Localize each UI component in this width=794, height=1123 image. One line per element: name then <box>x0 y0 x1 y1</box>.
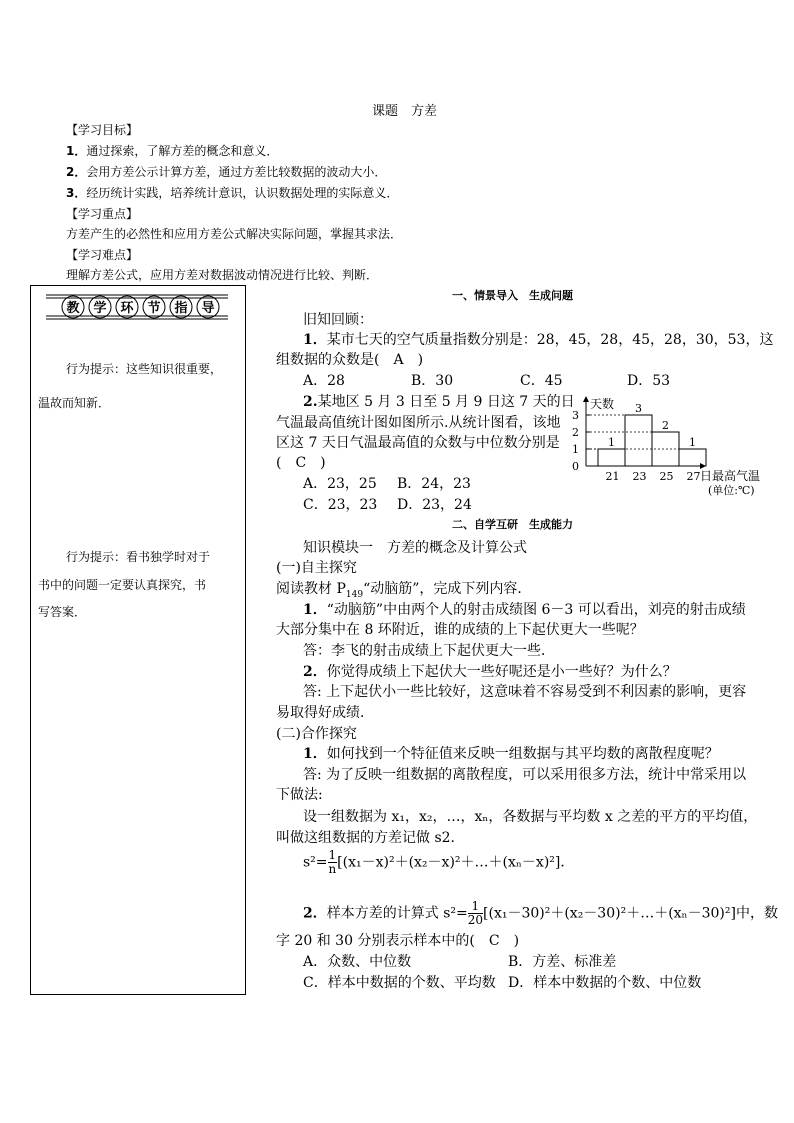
objectives-header: 【学习目标】 <box>66 123 139 137</box>
answer-option: A．23，25 <box>303 476 377 492</box>
question-text: 2．你觉得成绩上下起伏大一些好呢还是小一些好？为什么？ <box>303 664 677 680</box>
hint-text: 温故而知新． <box>38 396 111 410</box>
answer-option: C．45 <box>520 373 563 389</box>
answer-text: 易取得好成绩． <box>276 705 374 721</box>
banner-char: 学 <box>93 301 107 316</box>
question-text: 1．某市七天的空气质量指数分别是：28，45，28，45，28，30，53，这 <box>303 332 774 348</box>
banner-char: 节 <box>147 301 161 316</box>
answer-text: 设一组数据为 x₁，x₂，…，xₙ，各数据与平均数 x 之差的平方的平均值， <box>303 809 758 825</box>
hint-text: 书中的问题一定要认真探究，书 <box>38 578 207 592</box>
review-label: 旧知回顾： <box>303 312 373 328</box>
question-text: 2.某地区 5 月 3 日至 5 月 9 日这 7 天的日 <box>303 394 575 410</box>
part-label: (二)合作探究 <box>276 726 357 742</box>
answer-text: 答：李飞的射击成绩上下起伏更大一些． <box>303 643 555 659</box>
bar <box>625 415 652 466</box>
answer-option: D．样本中数据的个数、中位数 <box>508 975 702 991</box>
answer-option: A．28 <box>303 373 345 389</box>
answer-option: B．24，23 <box>397 476 471 492</box>
difficulties-header: 【学习难点】 <box>66 248 139 262</box>
answer-option: B．30 <box>411 373 454 389</box>
x-tick-label: 25 <box>659 470 674 483</box>
section-heading: 二、自学互研 生成能力 <box>452 518 573 531</box>
reading-instruction: 阅读教材 $P_{149}“$动脑筋”，完成下列内容． <box>276 581 532 600</box>
guide-sidebar <box>30 285 246 995</box>
hint-text: 行为提示：这些知识很重要， <box>66 362 223 376</box>
objective-item: 3．经历统计实践，培养统计意识，认识数据处理的实际意义． <box>66 186 399 200</box>
answer-option: D．53 <box>627 373 671 389</box>
objective-item: 2．会用方差公示计算方差，通过方差比较数据的波动大小． <box>66 165 387 179</box>
y-axis-label: 天数 <box>590 397 615 411</box>
key-points-header: 【学习重点】 <box>66 207 139 221</box>
y-tick-label: 2 <box>572 426 579 439</box>
difficulties-text: 理解方差公式，应用方差对数据波动情况进行比较、判断． <box>66 268 379 282</box>
question-text: 区这 7 天日气温最高值的众数与中位数分别是 <box>276 435 560 451</box>
answer-option: D．23，24 <box>397 497 472 513</box>
variance-formula: s²= $\frac{1}{n}$ [(x₁－x)²＋(x₂－x)²＋…＋(xₙ－x)²]． <box>303 848 575 876</box>
hint-text: 行为提示：看书独学时对于 <box>66 550 211 564</box>
y-tick-label: 3 <box>572 409 579 422</box>
section-heading: 一、情景导入 生成问题 <box>452 289 573 302</box>
x-axis-unit: (单位:℃) <box>708 484 755 496</box>
y-tick-label: 1 <box>572 443 579 456</box>
key-points-text: 方差产生的必然性和应用方差公式解决实际问题，掌握其求法． <box>66 227 403 241</box>
question-text: 1．如何找到一个特征值来反映一组数据与其平均数的离散程度呢？ <box>303 746 719 762</box>
bar-value-label: 2 <box>662 419 669 432</box>
x-axis-label: 日最高气温 <box>700 469 761 483</box>
banner-char: 环 <box>120 301 134 316</box>
question-text: 组数据的众数是( A ) <box>276 352 424 368</box>
answer-text: 答: 为了反映一组数据的离散程度，可以采用很多方法，统计中常采用以 <box>303 767 747 783</box>
answer-option: B．方差、标准差 <box>508 954 617 970</box>
answer-option: A．众数、中位数 <box>303 954 412 970</box>
x-tick-label: 27 <box>686 470 701 483</box>
bar-value-label: 3 <box>635 402 642 415</box>
banner-char: 指 <box>174 301 188 316</box>
module-title: 知识模块一 方差的概念及计算公式 <box>303 540 527 556</box>
question-text: 1．“动脑筋”中由两个人的射击成绩图 6－3 可以看出，刘亮的射击成绩 <box>303 602 746 618</box>
bar <box>598 449 625 466</box>
objective-item: 1．通过探索，了解方差的概念和意义． <box>66 144 279 158</box>
bar-value-label: 1 <box>689 436 696 449</box>
question-text: 大部分集中在 8 环附近，谁的成绩的上下起伏更大一些呢？ <box>276 622 644 638</box>
question-text: ( C ) <box>276 455 326 471</box>
question-text: 气温最高值统计图如图所示.从统计图看，该地 <box>276 415 561 431</box>
answer-text: 叫做这组数据的方差记做 s2. <box>276 830 455 846</box>
guide-banner <box>42 293 232 321</box>
bar-value-label: 1 <box>608 436 615 449</box>
answer-option: C．样本中数据的个数、平均数 <box>303 975 496 991</box>
x-tick-label: 23 <box>632 470 647 483</box>
banner-char: 教 <box>66 301 80 316</box>
page-title: 课题 方差 <box>372 104 438 119</box>
hint-text: 写答案． <box>38 605 87 619</box>
answer-text: 下做法: <box>276 787 323 803</box>
part-label: (一)自主探究 <box>276 560 357 576</box>
question-text: 字 20 和 30 分别表示样本中的( C ) <box>276 933 520 949</box>
question-text: 2．样本方差的计算式 s²= $\frac{1}{20}$ [(x₁－30)²＋(x₂－30)²＋…＋(xₙ－30)²]中，数 <box>303 899 778 927</box>
banner-char: 导 <box>201 301 215 316</box>
y-tick-label: 0 <box>572 460 579 473</box>
temperature-bar-chart <box>560 394 772 496</box>
bar <box>679 449 706 466</box>
answer-option: C．23，23 <box>303 497 378 513</box>
x-tick-label: 21 <box>605 470 620 483</box>
answer-text: 答: 上下起伏小一些比较好，这意味着不容易受到不利因素的影响，更容 <box>303 684 747 700</box>
y-axis-arrow <box>583 396 589 402</box>
